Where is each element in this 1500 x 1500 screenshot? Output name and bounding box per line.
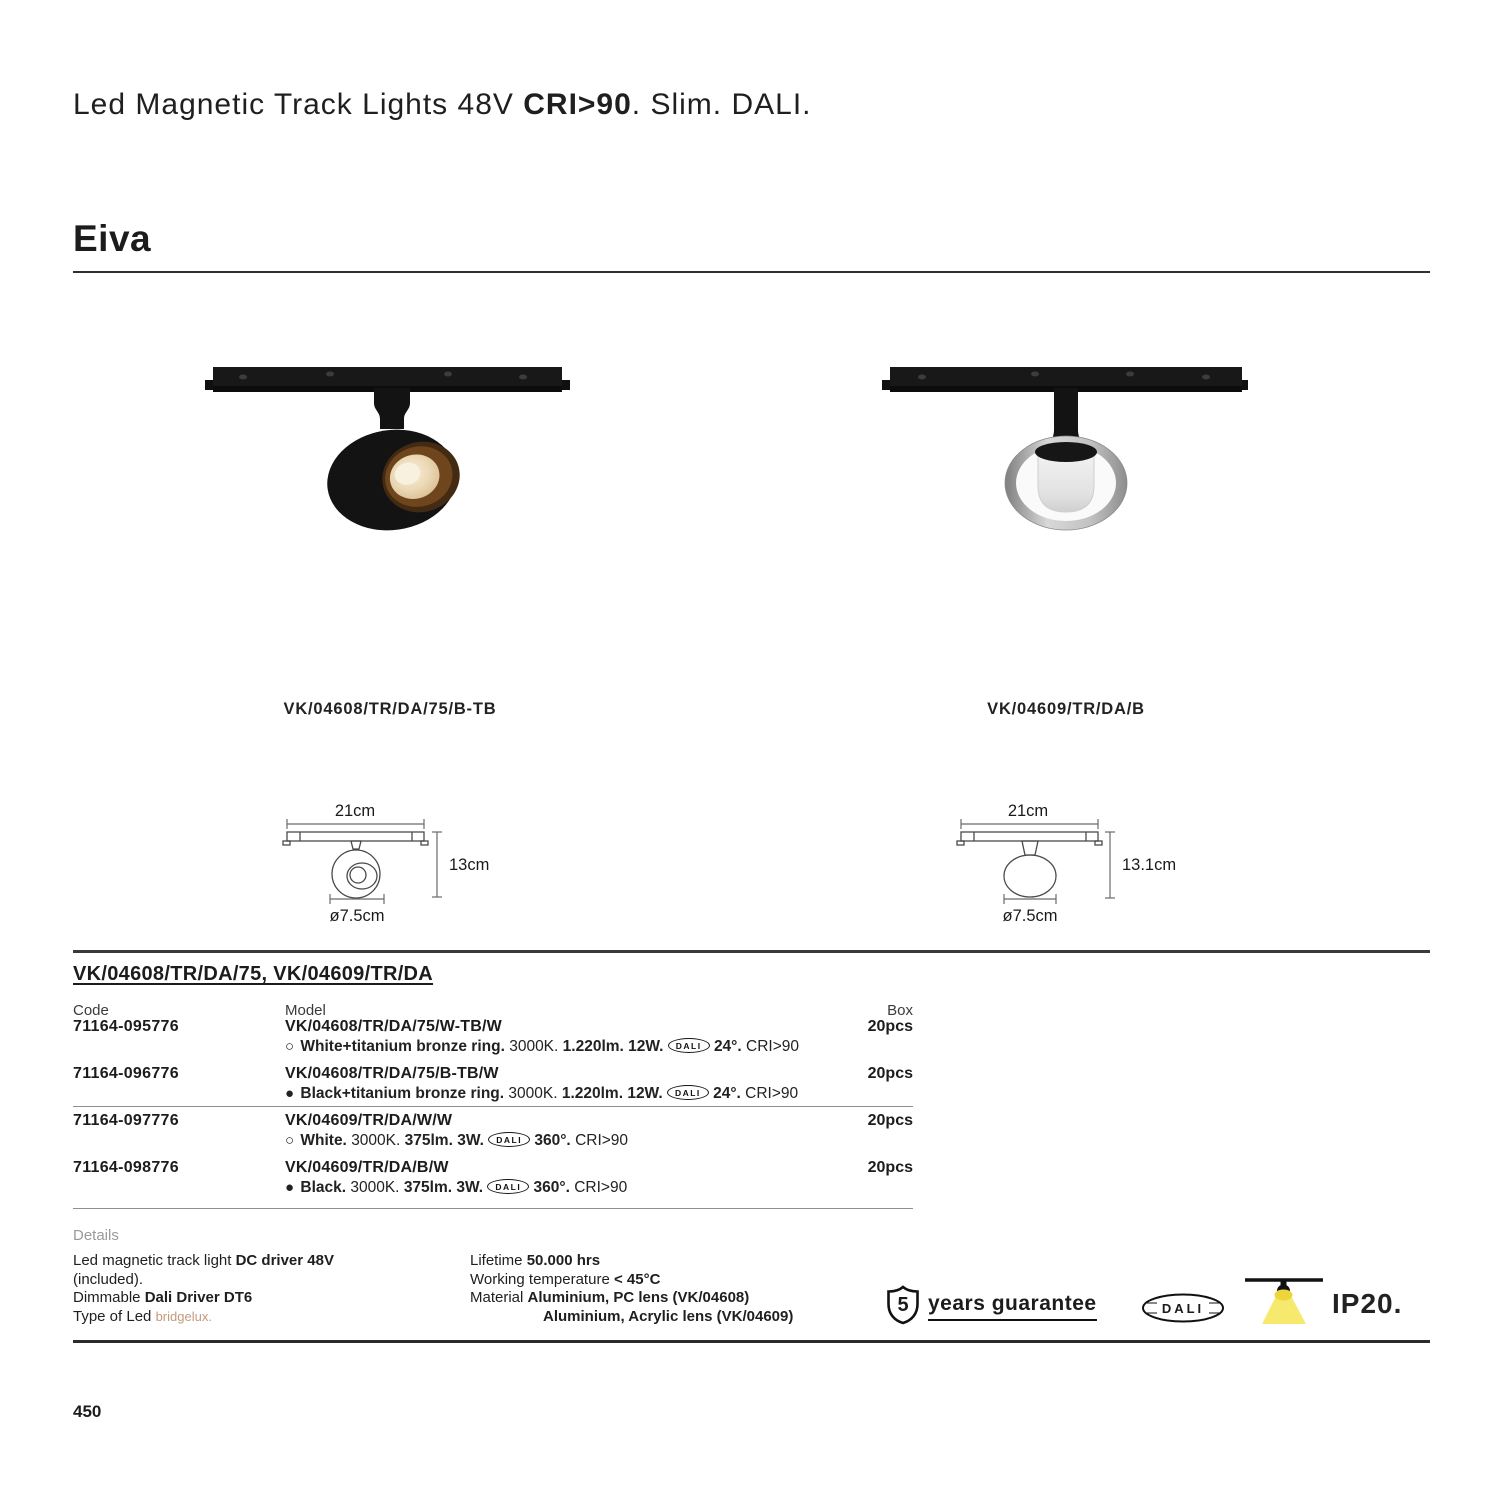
desc-color: White+titanium bronze ring. xyxy=(300,1038,505,1055)
product-model: VK/04608/TR/DA/75/W-TB/W xyxy=(285,1018,502,1035)
table-top-rule xyxy=(73,950,1430,953)
product-image-04608 xyxy=(205,367,570,539)
product-model: VK/04608/TR/DA/75/B-TB/W xyxy=(285,1065,499,1082)
desc-color: Black. xyxy=(300,1179,347,1196)
box-quantity: 20pcs xyxy=(867,1065,913,1082)
desc-cri: CRI>90 xyxy=(574,1179,628,1196)
desc-angle: 360°. xyxy=(534,1132,571,1149)
product-model: VK/04609/TR/DA/W/W xyxy=(285,1112,453,1129)
detail-line: Aluminium, Acrylic lens (VK/04609) xyxy=(543,1307,794,1325)
product-description xyxy=(285,1179,627,1197)
product-description xyxy=(285,1085,798,1103)
desc-power: 375lm. 3W. xyxy=(404,1132,484,1149)
page-number: 450 xyxy=(73,1402,102,1421)
desc-angle: 24°. xyxy=(713,1085,741,1102)
product-model: VK/04609/TR/DA/B/W xyxy=(285,1159,449,1176)
dim-width-04608: 21cm xyxy=(334,802,376,820)
ip-rating: IP20. xyxy=(1332,1288,1403,1319)
page-title xyxy=(73,88,812,122)
product-code: 71164-097776 xyxy=(73,1112,179,1129)
guarantee-shield-icon xyxy=(883,1284,923,1326)
desc-temp: 3000K. xyxy=(350,1179,400,1196)
column-header-code: Code xyxy=(73,1002,109,1019)
details-right-column xyxy=(470,1252,793,1326)
desc-power: 1.220lm. 12W. xyxy=(562,1038,664,1055)
product-description xyxy=(285,1132,628,1150)
desc-angle: 24°. xyxy=(713,1038,742,1055)
title-part-1: Led Magnetic Track Lights 48V xyxy=(73,88,524,121)
desc-color: Black+titanium bronze ring. xyxy=(300,1085,505,1102)
desc-cri: CRI>90 xyxy=(575,1132,629,1149)
guarantee-label: years guarantee xyxy=(928,1292,1097,1321)
product-description xyxy=(285,1038,799,1056)
color-swatch-icon: ○ xyxy=(285,1038,295,1055)
series-name: Eiva xyxy=(73,218,152,259)
product-image-04609 xyxy=(882,367,1248,530)
box-quantity: 20pcs xyxy=(867,1159,913,1176)
title-part-2: . Slim. DALI. xyxy=(631,88,812,121)
row-separator xyxy=(73,1208,913,1209)
detail-line: Led magnetic track light DC driver 48V xyxy=(73,1252,334,1269)
details-left-column xyxy=(73,1252,334,1326)
desc-temp: 3000K. xyxy=(351,1132,401,1149)
box-quantity: 20pcs xyxy=(867,1018,913,1035)
section-divider xyxy=(73,271,1430,273)
dimension-drawing-04608 xyxy=(283,832,428,898)
detail-line: Type of Led bridgelux. xyxy=(73,1307,212,1325)
desc-temp: 3000K. xyxy=(509,1038,559,1055)
dimension-drawing-04609 xyxy=(957,832,1102,897)
dim-width-04609: 21cm xyxy=(1007,802,1049,820)
product-code: 71164-098776 xyxy=(73,1159,179,1176)
product-code: 71164-096776 xyxy=(73,1065,179,1082)
dali-badge-icon: DALI xyxy=(668,1038,710,1053)
title-cri: CRI>90 xyxy=(523,88,632,121)
dim-diameter-04609: ø7.5cm xyxy=(1002,907,1058,925)
track-light-ip-icon xyxy=(1243,1275,1325,1327)
column-header-box: Box xyxy=(887,1002,913,1019)
detail-line: Material Aluminium, PC lens (VK/04608) xyxy=(470,1289,750,1306)
dim-height-04609: 13.1cm xyxy=(1122,856,1177,874)
detail-line: Working temperature < 45°C xyxy=(470,1270,661,1288)
color-swatch-icon: ● xyxy=(285,1179,295,1196)
desc-temp: 3000K. xyxy=(508,1085,558,1102)
product-images xyxy=(0,340,1500,760)
table-title: VK/04608/TR/DA/75, VK/04609/TR/DA xyxy=(73,963,434,985)
footer-rule xyxy=(73,1340,1430,1343)
dim-height-04608: 13cm xyxy=(449,856,490,874)
color-swatch-icon: ○ xyxy=(285,1132,295,1149)
bridgelux-logo: bridgelux. xyxy=(155,1308,212,1324)
desc-cri: CRI>90 xyxy=(746,1038,799,1055)
detail-line: Dimmable Dali Driver DT6 xyxy=(73,1289,253,1306)
product-code: 71164-095776 xyxy=(73,1018,179,1035)
table-row xyxy=(73,1159,913,1199)
desc-angle: 360°. xyxy=(533,1179,570,1196)
dimension-diagrams xyxy=(0,790,1500,940)
box-quantity: 20pcs xyxy=(867,1112,913,1129)
dim-diameter-04608: ø7.5cm xyxy=(329,907,385,925)
dali-logo xyxy=(1140,1291,1226,1325)
details-label: Details xyxy=(73,1227,119,1244)
dali-badge-icon: DALI xyxy=(487,1179,529,1194)
detail-line: Lifetime 50.000 hrs xyxy=(470,1252,601,1269)
table-row xyxy=(73,1112,913,1152)
table-row xyxy=(73,1065,913,1105)
product-caption-04608: VK/04608/TR/DA/75/B-TB xyxy=(283,700,497,718)
dali-badge-icon: DALI xyxy=(488,1132,530,1147)
detail-line: (included). xyxy=(73,1270,144,1288)
row-separator xyxy=(73,1106,913,1107)
color-swatch-icon: ● xyxy=(285,1085,295,1102)
table-row xyxy=(73,1018,913,1058)
svg-text:DALI: DALI xyxy=(1161,1301,1205,1316)
desc-color: White. xyxy=(300,1132,347,1149)
svg-text:5: 5 xyxy=(897,1294,909,1316)
desc-power: 1.220lm. 12W. xyxy=(561,1085,663,1102)
desc-cri: CRI>90 xyxy=(745,1085,799,1102)
desc-power: 375lm. 3W. xyxy=(403,1179,484,1196)
dali-badge-icon: DALI xyxy=(667,1085,709,1100)
product-caption-04609: VK/04609/TR/DA/B xyxy=(987,700,1145,718)
column-header-model: Model xyxy=(285,1002,326,1019)
